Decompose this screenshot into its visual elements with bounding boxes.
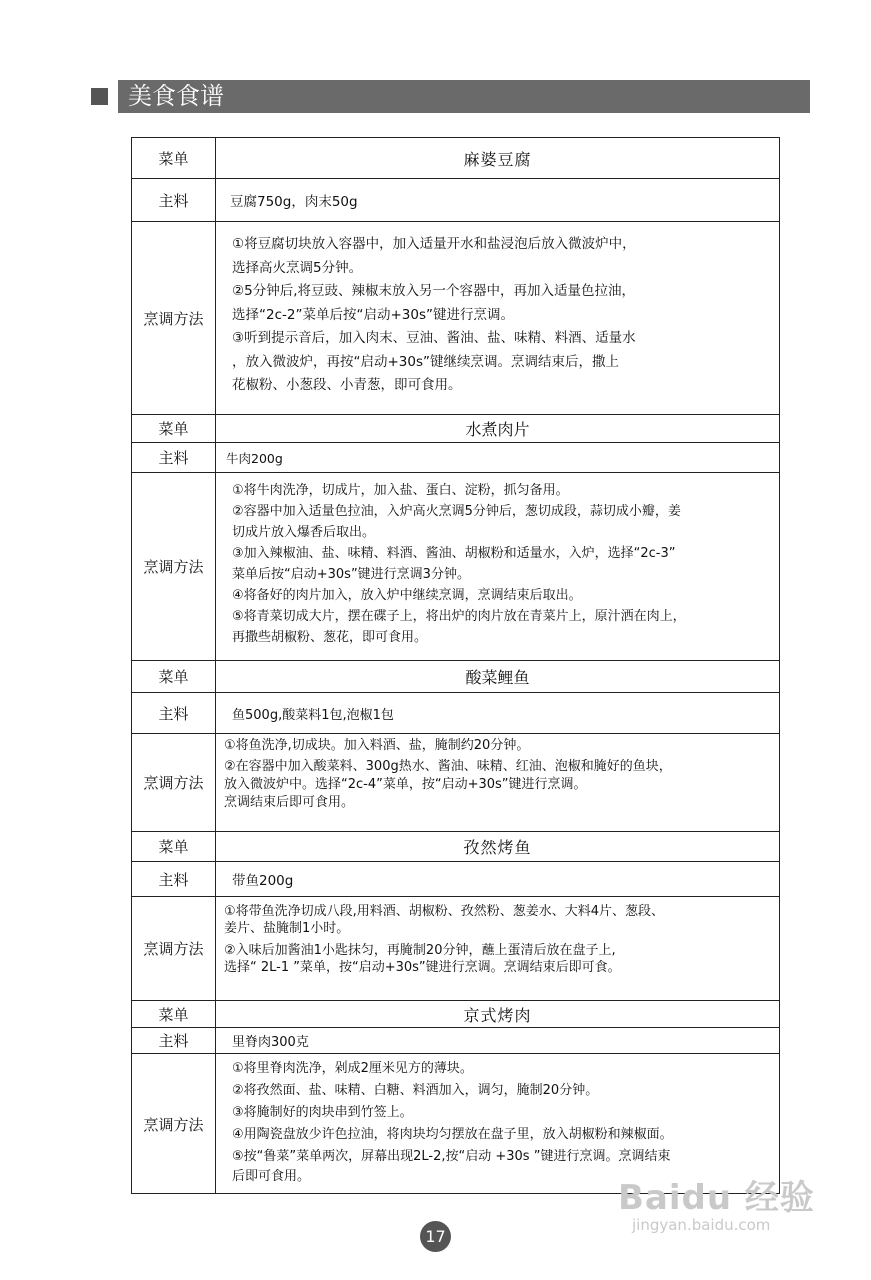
recipe-name: 麻婆豆腐 [463,149,532,169]
step-line: 切成片放入爆香后取出。 [232,525,376,540]
main-label: 主料 [132,443,216,472]
step-line: ②在容器中加入酸菜料、300g热水、酱油、味精、红油、泡椒和腌好的鱼块， [224,759,672,774]
method-row [132,222,779,415]
step-line: 选择高火烹调5分钟。 [232,259,363,276]
method-steps [232,480,771,648]
recipe-table [131,137,780,1194]
step-line: ②容器中加入适量色拉油，入炉高火烹调5分钟后，葱切成段，蒜切成小瓣，姜 [232,504,681,519]
recipe-name-row [132,661,779,693]
menu-label: 菜单 [132,661,216,692]
ingredients: 带鱼200g [232,873,294,889]
main-label: 主料 [132,862,216,896]
step-line: ②入味后加酱油1小匙抹匀，再腌制20分钟，蘸上蛋清后放在盘子上, [224,943,616,958]
method-steps [232,1058,771,1186]
method-row [132,734,779,832]
step-line: 后即可食用。 [232,1169,311,1184]
ingredients-row [132,443,779,473]
step-line: ③听到提示音后，加入肉末、豆油、酱油、盐、味精、料酒、适量水 [232,330,636,346]
ingredients: 鱼500g,酸菜料1包,泡椒1包 [232,707,394,723]
ingredients-row [132,862,779,897]
recipe-name: 水煮肉片 [465,420,530,439]
step-line: ①将牛肉洗净，切成片，加入盐、蛋白、淀粉，抓匀备用。 [232,483,569,498]
menu-label: 菜单 [132,1001,216,1027]
main-label: 主料 [132,179,216,221]
page-number: 17 [420,1221,451,1252]
step-line: ⑤按“鲁菜”菜单两次，屏幕出现2L-2,按“启动 +30s ”键进行烹调。烹调结束 [232,1149,671,1164]
main-label: 主料 [132,1028,216,1053]
method-label: 烹调方法 [132,1054,216,1194]
step-line: 选择“2c-2”菜单后按“启动+30s”键进行烹调。 [232,306,514,323]
step-line: 放入微波炉中。选择“2c-4”菜单，按“启动+30s”键进行烹调。 [224,777,587,792]
recipe-name-row [132,415,779,443]
menu-label: 菜单 [132,415,216,442]
menu-label: 菜单 [132,138,216,178]
recipe-name-row [132,1001,779,1028]
step-line: ①将豆腐切块放入容器中，加入适量开水和盐浸泡后放入微波炉中， [232,236,636,252]
step-line: 再撒些胡椒粉、葱花，即可食用。 [232,630,428,645]
page-title: 美食食谱 [118,80,810,113]
step-line: ③加入辣椒油、盐、味精、料酒、酱油、胡椒粉和适量水，入炉，选择“2c-3” [232,546,676,561]
step-line: 菜单后按“启动+30s”键进行烹调3分钟。 [232,567,470,582]
method-row [132,897,779,1001]
step-line: ②5分钟后,将豆豉、辣椒末放入另一个容器中，再加入适量色拉油， [232,283,635,299]
method-steps [224,737,771,812]
recipe-name: 孜然烤鱼 [463,838,532,857]
recipe-name-row [132,832,779,862]
ingredients-row [132,179,779,222]
ingredients-row [132,693,779,734]
step-line: ④用陶瓷盘放少许色拉油，将肉块均匀摆放在盘子里，放入胡椒粉和辣椒面。 [232,1127,673,1142]
step-line: ①将带鱼洗净切成八段,用料酒、胡椒粉、孜然粉、葱姜水、大料4片、葱段、 [224,904,665,919]
step-line: ⑤将青菜切成大片，摆在碟子上，将出炉的肉片放在青菜片上，原汁洒在肉上， [232,609,686,624]
ingredients-row [132,1028,779,1054]
step-line: 花椒粉、小葱段、小青葱，即可食用。 [232,377,462,393]
ingredients: 牛肉200g [226,450,283,466]
method-steps [224,903,771,976]
step-line: 烹调结束后即可食用。 [224,795,355,810]
method-label: 烹调方法 [132,897,216,1000]
main-label: 主料 [132,693,216,733]
recipe-name: 酸菜鲤鱼 [465,668,530,687]
watermark-url: jingyan.baidu.com [632,1216,771,1234]
step-line: ②将孜然面、盐、味精、白糖、料酒加入，调匀，腌制20分钟。 [232,1083,599,1098]
ingredients: 里脊肉300克 [232,1035,309,1050]
method-label: 烹调方法 [132,473,216,660]
ingredients: 豆腐750g，肉末50g [230,194,358,210]
step-line: ，放入微波炉，再按“启动+30s”键继续烹调。烹调结束后，撒上 [232,353,620,370]
method-steps [232,233,771,398]
step-line: ③将腌制好的肉块串到竹签上。 [232,1105,413,1120]
method-label: 烹调方法 [132,222,216,414]
recipe-name: 京式烤肉 [463,1005,532,1025]
step-line: 姜片、盐腌制1小时。 [224,921,350,936]
menu-label: 菜单 [132,832,216,861]
step-line: 选择“ 2L-1 ”菜单，按“启动+30s”键进行烹调。烹调结束后即可食。 [224,960,621,975]
watermark-logo: Baidu 经验 [618,1178,815,1218]
method-row [132,473,779,661]
step-line: ①将里脊肉洗净，剁成2厘米见方的薄块。 [232,1061,473,1076]
step-line: ①将鱼洗净,切成块。加入料酒、盐，腌制约20分钟。 [224,738,530,753]
step-line: ④将备好的肉片加入，放入炉中继续烹调，烹调结束后取出。 [232,588,582,603]
recipe-name-row [132,138,779,179]
method-label: 烹调方法 [132,734,216,831]
header-square [91,88,108,105]
